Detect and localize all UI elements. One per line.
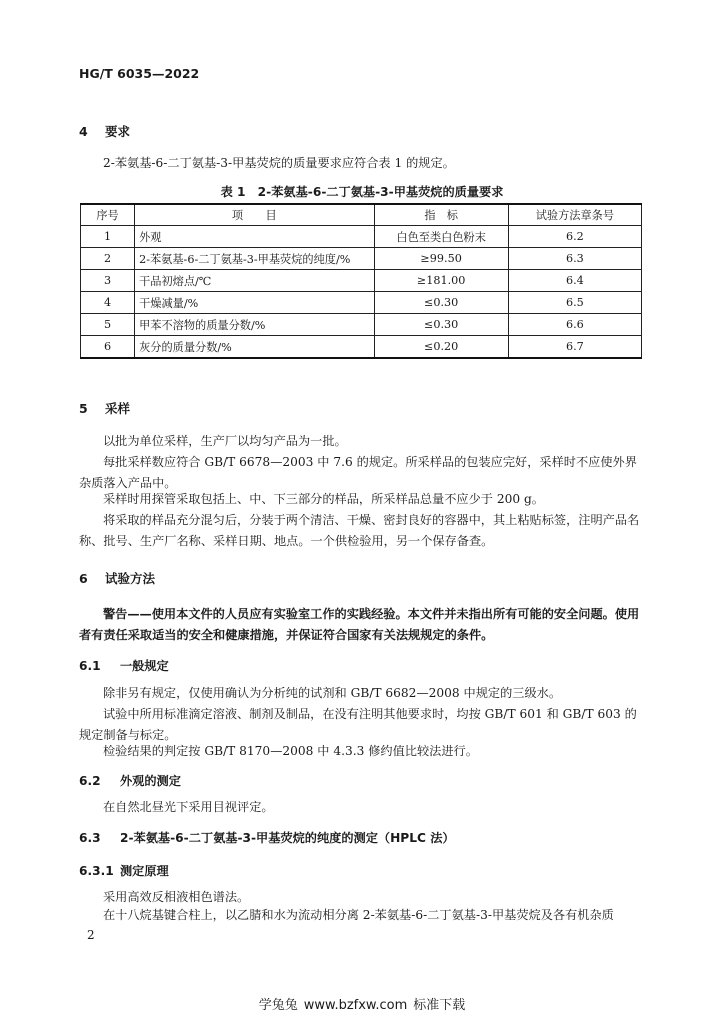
cell-index: ≤0.30 [374, 292, 508, 314]
page-number: 2 [87, 928, 95, 942]
cell-index: 白色至类白色粉末 [374, 226, 508, 248]
section-number: 6.2 [79, 774, 101, 788]
section-6-1-paragraph: 试验中所用标准滴定溶液、制剂及制品，在没有注明其他要求时，均按 GB/T 601 和 GB/T 603 的规定制备与标定。 [79, 707, 637, 742]
section-number: 6.3 [79, 831, 101, 845]
cell-method: 6.4 [508, 270, 641, 292]
cell-no: 3 [81, 270, 135, 292]
section-5-paragraph: 以批为单位采样，生产厂以均匀产品为一批。 [103, 434, 347, 448]
footer-url[interactable]: www.bzfxw.com [303, 998, 408, 1013]
header-cell-method: 试验方法章条号 [508, 204, 641, 226]
cell-method: 6.2 [508, 226, 641, 248]
cell-index: ≤0.30 [374, 314, 508, 336]
section-number: 4 [79, 124, 88, 139]
section-6-heading [79, 569, 155, 587]
cell-item: 干品初熔点/℃ [135, 270, 374, 292]
section-5-paragraph: 将采取的样品充分混匀后，分装于两个清洁、干燥、密封良好的容器中，其上粘贴标签，注明产品名称、批号、生产厂名称、采样日期、地点。一个供检验用，另一个保存备查。 [79, 513, 640, 548]
section-number: 6 [79, 571, 88, 586]
section-6-3-1-paragraph: 采用高效反相液相色谱法。 [103, 890, 250, 904]
cell-no: 5 [81, 314, 135, 336]
header-cell-no: 序号 [81, 204, 135, 226]
section-6-2-heading [79, 772, 181, 789]
section-5-paragraph: 采样时用探管采取包括上、中、下三部分的样品，所采样品总量不应少于 200 g。 [103, 492, 544, 506]
section-title: 2-苯氨基-6-二丁氨基-3-甲基荧烷的纯度的测定（HPLC 法） [120, 831, 455, 845]
table-header-row [81, 204, 642, 226]
section-number: 6.1 [79, 659, 101, 673]
section-number: 6.3.1 [79, 864, 114, 878]
cell-method: 6.7 [508, 336, 641, 359]
header-cell-index: 指 标 [374, 204, 508, 226]
section-6-3-1-heading [79, 862, 169, 879]
section-6-1-heading [79, 657, 169, 674]
cell-method: 6.5 [508, 292, 641, 314]
section-title: 一般规定 [120, 659, 169, 673]
section-6-1-paragraph: 检验结果的判定按 GB/T 8170—2008 中 4.3.3 修约值比较法进行。 [103, 744, 478, 758]
footer-slogan: 标准下载 [413, 998, 466, 1013]
table-row [81, 336, 642, 359]
cell-index: ≤0.20 [374, 336, 508, 359]
section-title: 测定原理 [120, 864, 169, 878]
safety-warning: 警告——使用本文件的人员应有实验室工作的实践经验。本文件并未指出所有可能的安全问题。使用者有责任采取适当的安全和健康措施，并保证符合国家有关法规规定的条件。 [79, 607, 640, 642]
section-6-3-1-paragraph: 在十八烷基键合柱上，以乙腈和水为流动相分离 2-苯氨基-6-二丁氨基-3-甲基荧烷及各有机杂质 [103, 908, 614, 922]
cell-no: 1 [81, 226, 135, 248]
cell-item: 干燥减量/% [135, 292, 374, 314]
footer-site-name: 学兔兔 [258, 998, 298, 1013]
cell-no: 2 [81, 248, 135, 270]
cell-method: 6.6 [508, 314, 641, 336]
table-row [81, 270, 642, 292]
table-row [81, 314, 642, 336]
section-6-3-heading [79, 829, 455, 846]
section-title: 外观的测定 [120, 774, 181, 788]
cell-index: ≥181.00 [374, 270, 508, 292]
table-row [81, 292, 642, 314]
section-title: 要求 [105, 124, 131, 139]
section-number: 5 [79, 401, 88, 416]
cell-no: 6 [81, 336, 135, 359]
section-5-heading [79, 399, 130, 417]
section-6-1-paragraph: 除非另有规定，仅使用确认为分析纯的试剂和 GB/T 6682—2008 中规定的三级水。 [103, 686, 562, 700]
cell-item: 灰分的质量分数/% [135, 336, 374, 359]
section-title: 采样 [105, 401, 131, 416]
section-title: 试验方法 [105, 571, 156, 586]
table-row [81, 226, 642, 248]
section-6-2-paragraph: 在自然北昼光下采用目视评定。 [103, 800, 274, 814]
section-4-heading [79, 122, 130, 140]
cell-method: 6.3 [508, 248, 641, 270]
cell-item: 外观 [135, 226, 374, 248]
cell-no: 4 [81, 292, 135, 314]
cell-item: 甲苯不溶物的质量分数/% [135, 314, 374, 336]
footer-watermark [0, 994, 724, 1013]
cell-item: 2-苯氨基-6-二丁氨基-3-甲基荧烷的纯度/% [135, 248, 374, 270]
section-5-paragraph: 每批采样数应符合 GB/T 6678—2003 中 7.6 的规定。所采样品的包装应完好，采样时不应使外界杂质落入产品中。 [79, 455, 637, 490]
section-4-paragraph: 2-苯氨基-6-二丁氨基-3-甲基荧烷的质量要求应符合表 1 的规定。 [103, 156, 455, 170]
cell-index: ≥99.50 [374, 248, 508, 270]
table-row [81, 248, 642, 270]
document-code: HG/T 6035—2022 [79, 66, 200, 81]
header-cell-item: 项 目 [135, 204, 374, 226]
table-caption: 表 1 2-苯氨基-6-二丁氨基-3-甲基荧烷的质量要求 [220, 185, 504, 199]
quality-requirements-table [80, 203, 642, 359]
